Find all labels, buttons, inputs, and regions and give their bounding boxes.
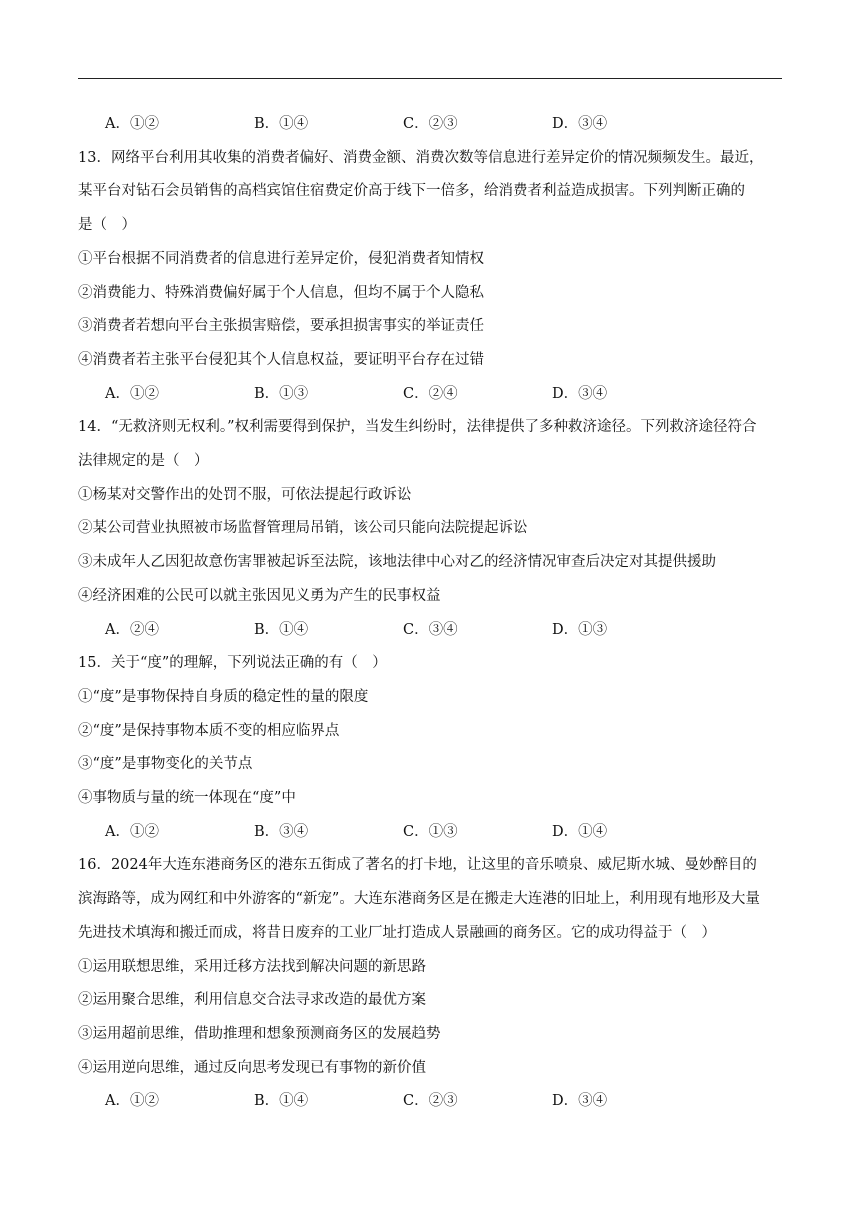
q13-stem-line-2: 某平台对钻石会员销售的高档宾馆住宿费定价高于线下一倍多，给消费者利益造成损害。下列判断正确的 [78,183,745,200]
q14-item-3: ③未成年人乙因犯故意伤害罪被起诉至法院，该地法律中心对乙的经济情况审查后决定对其提供援助 [78,554,716,571]
q12-option-a: A．①② [105,116,159,132]
q16-stem-line-2: 滨海路等，成为网红和中外游客的“新宠”。大连东港商务区是在搬走大连港的旧址上，利用现有地形及大量 [78,891,760,908]
q14-options [78,614,782,648]
q14-item-4: ④经济困难的公民可以就主张因见义勇为产生的民事权益 [78,587,441,604]
q16-item-4: ④运用逆向思维，通过反向思考发现已有事物的新价值 [78,1059,426,1076]
q16-options [78,1085,782,1119]
q16-option-c: C．②③ [403,1093,458,1110]
header-rule [78,78,782,79]
q15-option-d: D．①④ [552,823,608,840]
q14-item-2: ②某公司营业执照被市场监督管理局吊销，该公司只能向法院提起诉讼 [78,520,528,537]
q15-option-b: B．③④ [254,823,309,840]
q15-option-a: A．①② [105,823,159,840]
q14-option-a: A．②④ [105,621,159,638]
q13-stem-line-1: 13．网络平台利用其收集的消费者偏好、消费金额、消费次数等信息进行差异定价的情况频频发生。最近， [78,149,764,166]
q13-option-a: A．①② [105,385,159,402]
q13-stem-line-3: 是（ ） [78,217,136,234]
q16-option-d: D．③④ [552,1093,608,1110]
q16-stem-line-3: 先进技术填海和搬迁而成，将昔日废弃的工业厂址打造成人景融画的商务区。它的成功得益于（ ） [78,924,716,941]
q15-options [78,816,782,850]
q15-item-4: ④事物质与量的统一体现在“度”中 [78,790,296,807]
q15-item-2: ②“度”是保持事物本质不变的相应临界点 [78,722,340,739]
q14-stem-line-2: 法律规定的是（ ） [78,453,209,470]
q12-option-c: C．②③ [403,116,458,132]
q12-options [78,108,782,142]
q12-option-b: B．①④ [254,116,309,132]
q16-option-a: A．①② [105,1093,159,1110]
q16-option-b: B．①④ [254,1093,309,1110]
q13-item-3: ③消费者若想向平台主张损害赔偿，要承担损害事实的举证责任 [78,318,484,335]
q14-option-d: D．①③ [552,621,608,638]
q13-options [78,378,782,412]
question-15 [78,647,782,849]
question-14 [78,411,782,647]
q12-option-d: D．③④ [552,116,608,132]
q13-option-c: C．②④ [403,385,458,402]
q13-item-4: ④消费者若主张平台侵犯其个人信息权益，要证明平台存在过错 [78,351,484,368]
q16-item-1: ①运用联想思维，采用迁移方法找到解决问题的新思路 [78,958,426,975]
q14-option-b: B．①④ [254,621,309,638]
q14-item-1: ①杨某对交警作出的处罚不服，可依法提起行政诉讼 [78,486,412,503]
q13-option-d: D．③④ [552,385,608,402]
question-13 [78,142,782,412]
q14-stem-line-1: 14．“无救济则无权利。”权利需要得到保护，当发生纠纷时，法律提供了多种救济途径。下列救济途径符合 [78,419,757,436]
q15-option-c: C．①③ [403,823,458,840]
q13-item-1: ①平台根据不同消费者的信息进行差异定价，侵犯消费者知情权 [78,250,484,267]
q13-option-b: B．①③ [254,385,309,402]
q15-item-3: ③“度”是事物变化的关节点 [78,756,253,773]
q13-item-2: ②消费能力、特殊消费偏好属于个人信息，但均不属于个人隐私 [78,284,484,301]
q16-item-2: ②运用聚合思维，利用信息交合法寻求改造的最优方案 [78,992,426,1009]
question-16 [78,849,782,1119]
q15-item-1: ①“度”是事物保持自身质的稳定性的量的限度 [78,688,369,705]
exam-page [78,108,782,1119]
q16-item-3: ③运用超前思维，借助推理和想象预测商务区的发展趋势 [78,1025,441,1042]
q16-stem-line-1: 16．2024年大连东港商务区的港东五街成了著名的打卡地，让这里的音乐喷泉、威尼斯水城、曼妙醉目的 [78,857,757,874]
q15-stem-line-1: 15．关于“度”的理解，下列说法正确的有（ ） [78,655,387,672]
q14-option-c: C．③④ [403,621,458,638]
